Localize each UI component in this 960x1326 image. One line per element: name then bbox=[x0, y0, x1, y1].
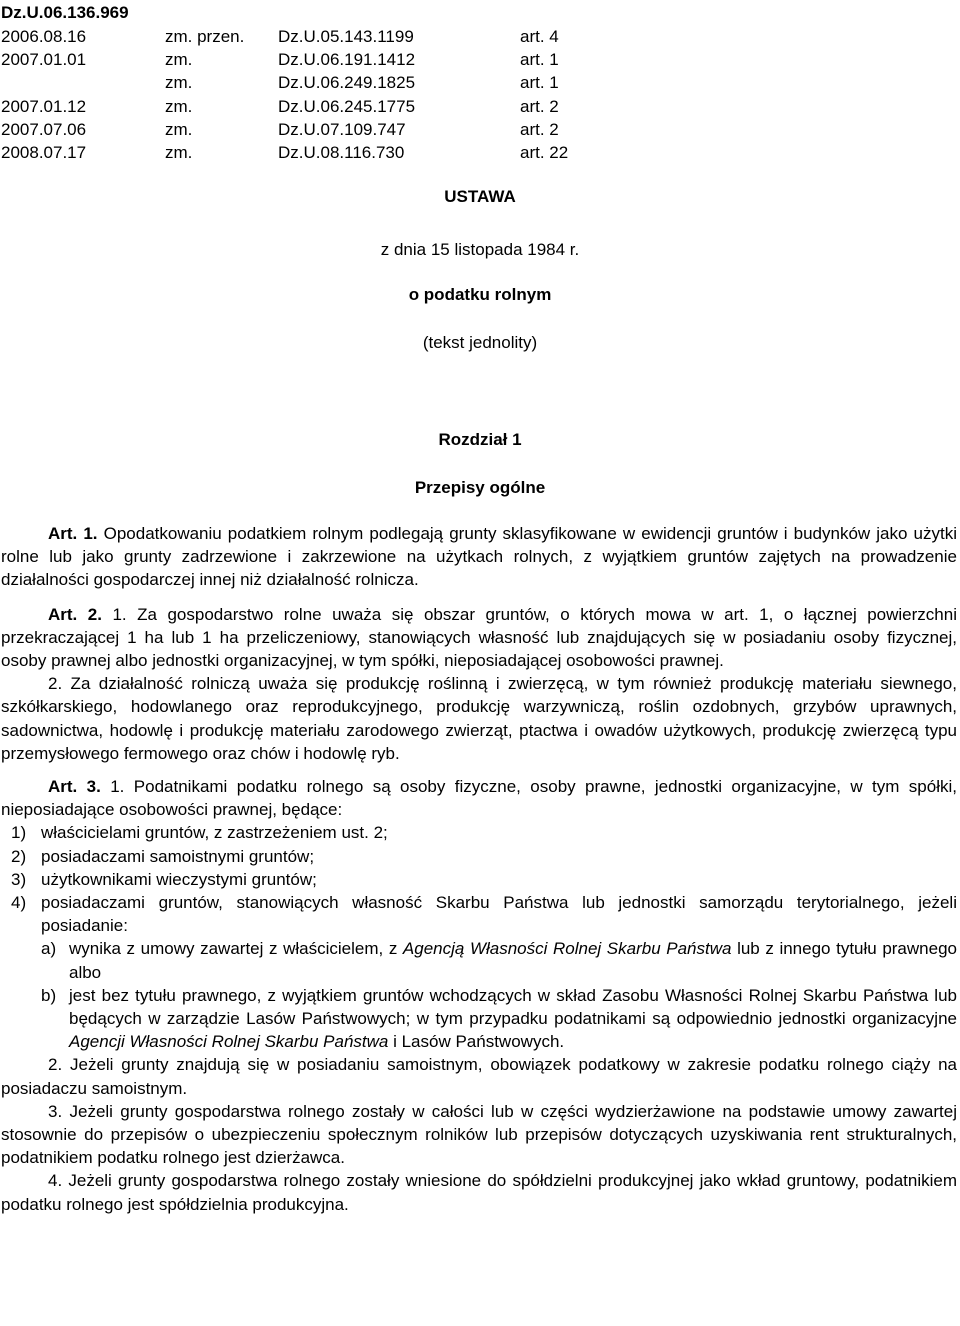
sub-item-b bbox=[1, 984, 957, 1054]
list-number: 3) bbox=[11, 869, 27, 889]
amendment-type: zm. bbox=[165, 142, 193, 162]
sub-item-text: lub z innego tytułu prawnego albo bbox=[69, 939, 957, 982]
sub-item-letter: b) bbox=[41, 985, 57, 1005]
amendment-date: 2007.01.12 bbox=[1, 96, 87, 116]
article-2-paragraph-1 bbox=[1, 603, 957, 673]
list-item bbox=[1, 821, 957, 844]
sub-item-a bbox=[1, 937, 957, 983]
amendment-article: art. 22 bbox=[520, 142, 569, 162]
article-label: Art. 2. bbox=[48, 604, 102, 624]
article-text: 1. Podatnikami podatku rolnego są osoby fizyczne, osoby prawne, jednostki organizacyjne, w tym spółki, nieposiadające osobowości prawnej, będące: bbox=[1, 777, 957, 820]
sub-item-text: i Lasów Państwowych. bbox=[388, 1032, 565, 1052]
article-3-paragraph-1 bbox=[1, 775, 957, 821]
article-2-paragraph-2 bbox=[1, 672, 957, 765]
list-text: użytkownikami wieczystymi gruntów; bbox=[41, 869, 317, 889]
act-title: o podatku rolnym bbox=[408, 285, 552, 304]
list-item bbox=[1, 891, 957, 937]
journal-reference: Dz.U.06.136.969 bbox=[1, 3, 129, 22]
sub-item-letter: a) bbox=[41, 939, 57, 959]
amendment-type: zm. bbox=[165, 73, 193, 93]
amendment-reference: Dz.U.08.116.730 bbox=[278, 142, 405, 162]
sub-item-italic-text: Agencją Własności Rolnej Skarbu Państwa bbox=[402, 939, 732, 959]
list-text: posiadaczami samoistnymi gruntów; bbox=[41, 846, 315, 866]
taxpayer-list bbox=[1, 821, 957, 1053]
amendment-date: 2007.01.01 bbox=[1, 50, 87, 70]
chapter-number: Rozdział 1 bbox=[438, 430, 522, 449]
list-item bbox=[1, 868, 957, 891]
article-1 bbox=[1, 522, 957, 592]
amendment-reference: Dz.U.05.143.1199 bbox=[278, 27, 414, 46]
sub-item-text: wynika z umowy zawartej z właścicielem, z bbox=[69, 939, 403, 959]
amendment-type: zm. bbox=[165, 119, 193, 139]
consolidated-text-note: (tekst jednolity) bbox=[422, 333, 538, 352]
article-label: Art. 1. bbox=[48, 524, 98, 543]
sub-item-text: jest bez tytułu prawnego, z wyjątkiem gruntów wchodzących w skład Zasobu Własności Rolnej Skarbu Państwa lub będących w zarządzie Lasów Państwowych; w tym przypadku podatnikami są odpowiednio jednostki organizacyjne bbox=[69, 985, 957, 1029]
chapter-title: Przepisy ogólne bbox=[414, 478, 546, 497]
amendment-reference: Dz.U.06.249.1825 bbox=[278, 73, 416, 93]
act-date: z dnia 15 listopada 1984 r. bbox=[380, 240, 580, 259]
list-item bbox=[1, 845, 957, 868]
amendment-reference: Dz.U.06.191.1412 bbox=[278, 50, 416, 70]
article-text: 2. Za działalność rolniczą uważa się produkcję roślinną i zwierzęcą, w tym również produkcję materiału siewnego, szkółkarskiego, hodowlanego oraz reprodukcyjnego, produkcję warzywniczą, roślin ozdobnych, grzybów uprawnych, sadownictwa, hodowlę i produkcję materiału zarodowego zwierząt, ptactwa i owadów użytkowych, produkcję zwierzęcą typu przemysłowego fermowego oraz chów i hodowlę ryb. bbox=[1, 674, 957, 763]
act-type-heading: USTAWA bbox=[444, 187, 516, 206]
list-number: 2) bbox=[11, 846, 27, 866]
article-label: Art. 3. bbox=[48, 777, 101, 797]
list-number: 1) bbox=[11, 823, 27, 843]
article-3-paragraph-4 bbox=[1, 1169, 957, 1215]
amendment-reference: Dz.U.06.245.1775 bbox=[278, 96, 416, 116]
article-text: 1. Za gospodarstwo rolne uważa się obszar gruntów, o których mowa w art. 1, o łącznej powierzchni przekraczającej 1 ha lub 1 ha przeliczeniowy, stanowiących własność lub znajdujących się w posiadaniu osoby fizycznej, osoby prawnej albo jednostki organizacyjnej, w tym spółki, nieposiadającej osobowości prawnej. bbox=[1, 604, 957, 671]
list-text: właścicielami gruntów, z zastrzeżeniem ust. 2; bbox=[41, 823, 388, 843]
amendment-type: zm. przen. bbox=[165, 27, 245, 46]
amendment-date: 2007.07.06 bbox=[1, 119, 87, 139]
article-text: Opodatkowaniu podatkiem rolnym podlegają grunty sklasyfikowane w ewidencji gruntów i budynków jako użytki rolne lub jako grunty zadrzewione i zakrzewione na użytkach rolnych, z wyjątkiem gruntów zajętych na prowadzenie działalności gospodarczej innej niż działalność rolnicza. bbox=[1, 524, 957, 590]
amendment-article: art. 1 bbox=[520, 73, 559, 93]
amendment-reference: Dz.U.07.109.747 bbox=[278, 119, 406, 139]
article-text: 3. Jeżeli grunty gospodarstwa rolnego zostały w całości lub w części wydzierżawione na podstawie umowy zawartej stosownie do przepisów o ubezpieczeniu społecznym rolników lub przepisów dotyczących uzyskiwania rent strukturalnych, podatnikiem podatku rolnego jest dzierżawca. bbox=[1, 1101, 957, 1168]
list-text: posiadaczami gruntów, stanowiących własność Skarbu Państwa lub jednostki samorządu terytorialnego, jeżeli posiadanie: bbox=[41, 893, 957, 936]
list-number: 4) bbox=[11, 893, 27, 913]
article-3-paragraph-2 bbox=[1, 1053, 957, 1099]
amendment-type: zm. bbox=[165, 96, 193, 116]
sub-item-italic-text: Agencji Własności Rolnej Skarbu Państwa bbox=[69, 1032, 389, 1052]
amendment-article: art. 1 bbox=[520, 50, 559, 70]
amendment-article: art. 2 bbox=[520, 96, 559, 116]
article-text: 2. Jeżeli grunty znajdują się w posiadaniu samoistnym, obowiązek podatkowy w zakresie podatku rolnego ciąży na posiadaczu samoistnym. bbox=[1, 1055, 957, 1098]
amendment-type: zm. bbox=[165, 50, 193, 70]
articles-body bbox=[1, 522, 957, 1216]
article-text: 4. Jeżeli grunty gospodarstwa rolnego zostały wniesione do spółdzielni produkcyjnej jako wkład gruntowy, podatnikiem podatku rolnego jest spółdzielnia produkcyjna. bbox=[1, 1171, 957, 1214]
amendment-article: art. 2 bbox=[520, 119, 559, 139]
amendment-date: 2006.08.16 bbox=[1, 27, 87, 46]
article-3-paragraph-3 bbox=[1, 1100, 957, 1170]
amendment-date: 2008.07.17 bbox=[1, 142, 87, 162]
amendment-article: art. 4 bbox=[520, 27, 559, 46]
